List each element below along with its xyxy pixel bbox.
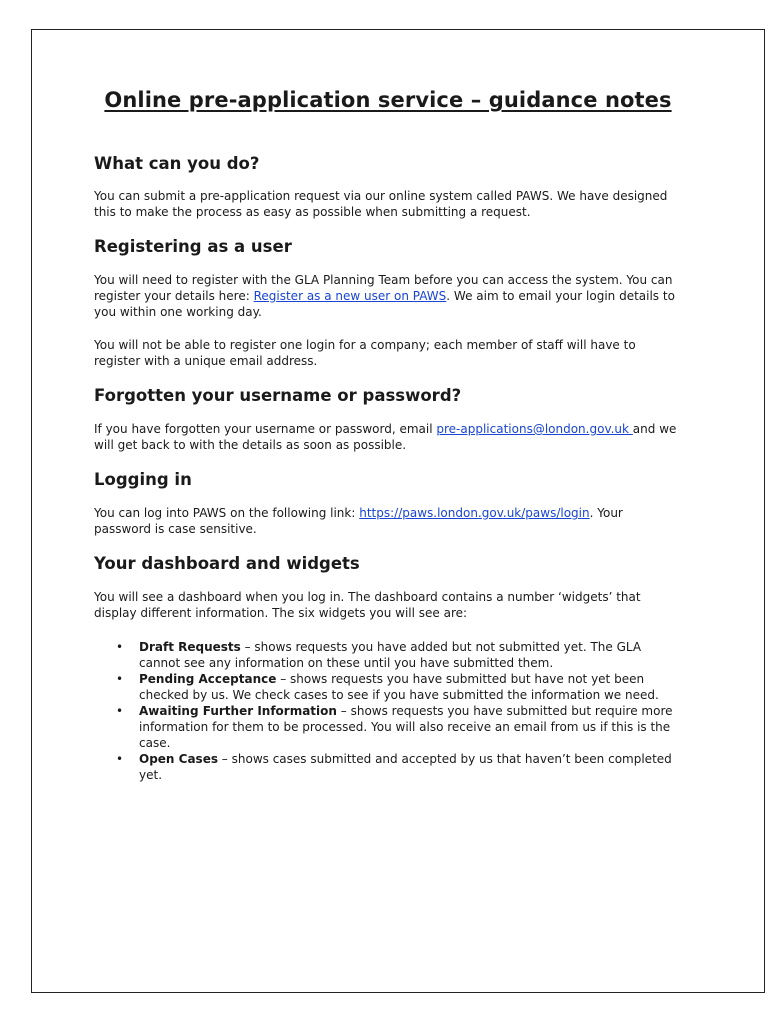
widget-term: Open Cases xyxy=(139,752,218,766)
bullet-icon: • xyxy=(116,640,124,654)
widget-term: Pending Acceptance xyxy=(139,672,277,686)
paragraph-logging-in xyxy=(94,505,682,537)
list-item xyxy=(94,751,682,783)
registering-text-start: You will need to register with the GLA Planning Team before you can access the system. You can register your details here: xyxy=(94,273,673,303)
heading-forgotten-password: Forgotten your username or password? xyxy=(94,386,462,405)
forgotten-text-end: and we will get back to with the details as soon as possible. xyxy=(94,422,677,452)
paragraph-dashboard: You will see a dashboard when you log in. The dashboard contains a number ‘widgets’ that display different information. The six widgets you will see are: xyxy=(94,590,641,620)
document-content xyxy=(94,88,682,783)
list-item xyxy=(94,703,682,751)
document-title: Online pre-application service – guidance notes xyxy=(104,88,672,112)
paws-login-link[interactable]: https://paws.london.gov.uk/paws/login xyxy=(359,506,590,520)
paragraph-forgotten-password xyxy=(94,421,682,453)
widget-description: – shows requests you have added but not submitted yet. The GLA cannot see any information on these until you have submitted them. xyxy=(139,640,642,670)
document-page xyxy=(31,29,765,993)
widget-term: Draft Requests xyxy=(139,640,241,654)
widget-description: – shows cases submitted and accepted by us that haven’t been completed yet. xyxy=(139,752,672,782)
bullet-icon: • xyxy=(116,752,124,766)
heading-logging-in: Logging in xyxy=(94,470,192,489)
list-item xyxy=(94,671,682,703)
forgotten-text-start: If you have forgotten your username or password, email xyxy=(94,422,437,436)
widget-list xyxy=(94,639,682,783)
heading-registering: Registering as a user xyxy=(94,237,292,256)
heading-dashboard-widgets: Your dashboard and widgets xyxy=(94,554,360,573)
heading-what-can-you-do: What can you do? xyxy=(94,154,260,173)
paragraph-registering-2: You will not be able to register one login for a company; each member of staff will have to register with a unique email address. xyxy=(94,338,636,368)
bullet-icon: • xyxy=(116,672,124,686)
logging-in-text-end: . Your password is case sensitive. xyxy=(94,506,623,536)
bullet-icon: • xyxy=(116,704,124,718)
list-item xyxy=(94,639,682,671)
register-new-user-link[interactable]: Register as a new user on PAWS xyxy=(253,289,447,303)
logging-in-text-start: You can log into PAWS on the following link: xyxy=(94,506,360,520)
email-link[interactable]: pre-applications@london.gov.uk xyxy=(436,422,633,436)
paragraph-what-can-you-do: You can submit a pre-application request via our online system called PAWS. We have designed this to make the process as easy as possible when submitting a request. xyxy=(94,189,668,219)
paragraph-registering-1 xyxy=(94,272,682,320)
widget-description: – shows requests you have submitted but have not yet been checked by us. We check cases to see if you have submitted the information we need. xyxy=(139,672,659,702)
widget-description: – shows requests you have submitted but require more information for them to be processed. You will also receive an email from us if this is the case. xyxy=(139,704,673,750)
registering-text-end: . We aim to email your login details to you within one working day. xyxy=(94,289,675,319)
widget-term: Awaiting Further Information xyxy=(139,704,337,718)
